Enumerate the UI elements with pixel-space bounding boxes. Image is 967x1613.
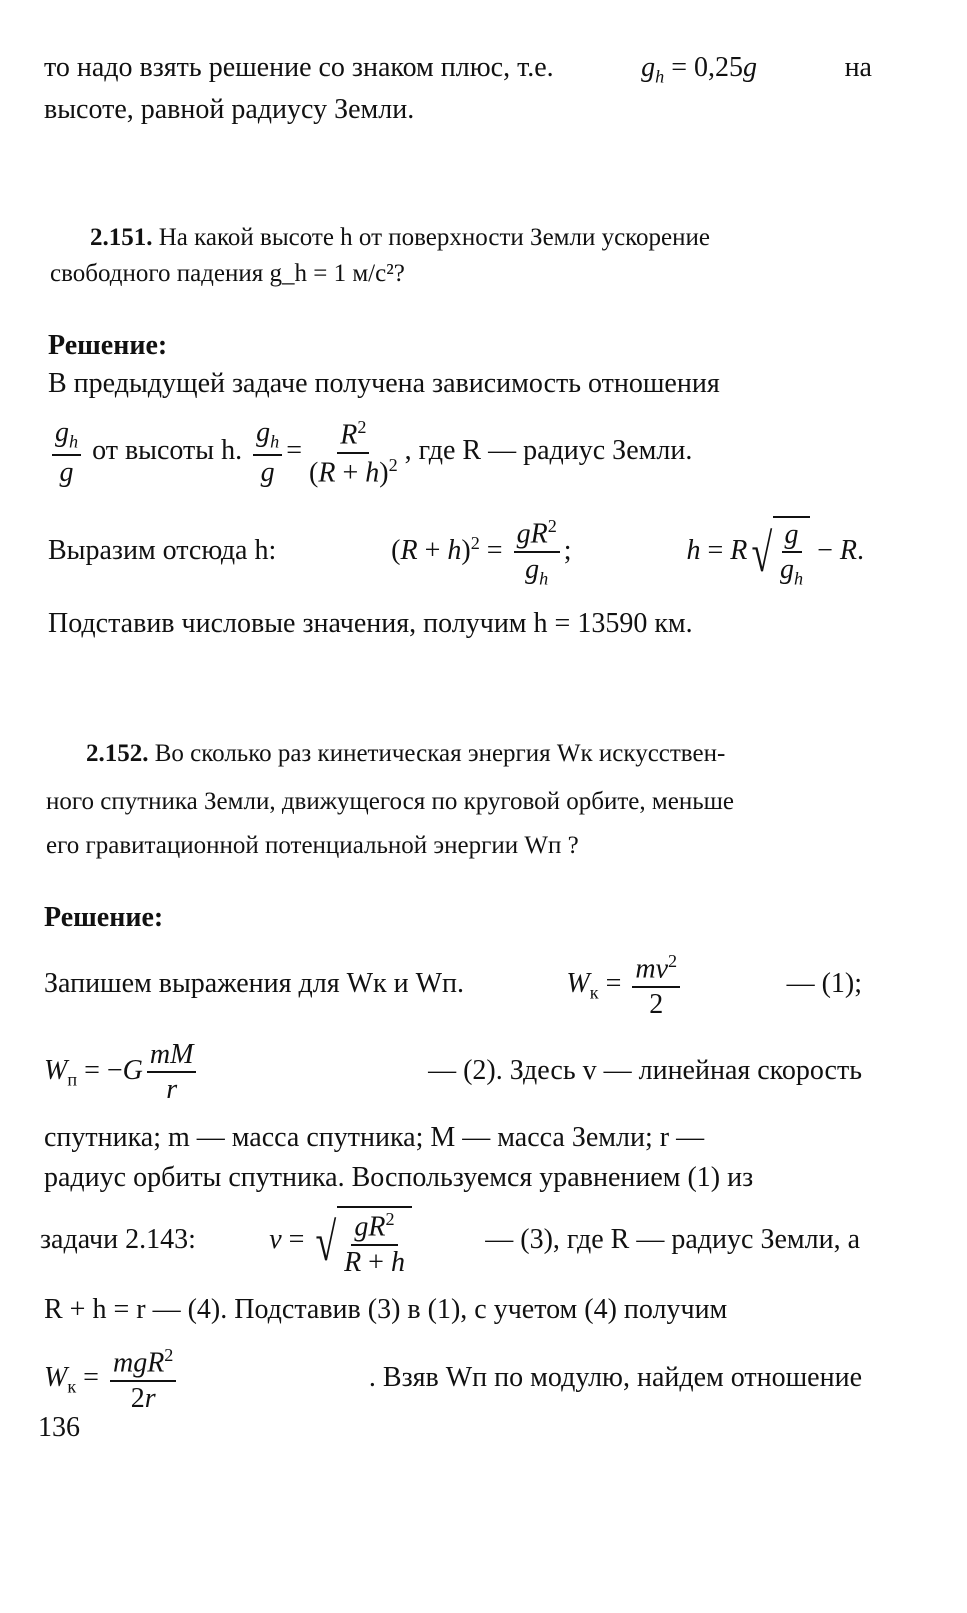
problem-152-statement-1 bbox=[86, 738, 868, 771]
problem-151-sol-line-3 bbox=[48, 516, 864, 589]
page-number: 136 bbox=[38, 1412, 80, 1443]
formula-wp: $W_п = -G$ $\frac{mM}{r}$ bbox=[44, 1040, 200, 1105]
problem-152-sol-line-6: R + h = r — (4). Подставив (3) в (1), с учетом (4) получим bbox=[44, 1294, 728, 1325]
formula-wk-mv2: $W_к$ = $\frac{mv^2}{2}$ bbox=[566, 952, 684, 1019]
problem-152-sol-line-3: спутника; m — масса спутника; M — масса Земли; r — bbox=[44, 1122, 705, 1153]
problem-152-sol-line-4: радиус орбиты спутника. Воспользуемся уравнением (1) из bbox=[44, 1162, 754, 1193]
top-line-1-formula: $g_h = 0,25g$ bbox=[641, 52, 758, 87]
problem-151-number: 2.151. bbox=[90, 224, 153, 251]
problem-151-line-2: свободного падения g_h = 1 м/с²? bbox=[50, 260, 405, 287]
problem-152-line-3: его гравитационной потенциальной энергии Wп ? bbox=[46, 832, 579, 859]
formula-h-solution: h = R √ $\frac{g}{g_h}$ − R. bbox=[686, 516, 864, 589]
problem-152-sol-line-5 bbox=[40, 1206, 860, 1277]
top-line-1-end: на bbox=[844, 52, 872, 83]
fraction-r2-over-rh2: $\frac{R^2}{(R + h)^2}$ bbox=[309, 417, 398, 489]
problem-152-sol-line-1-prefix: Запишем выражения для Wк и Wп. bbox=[44, 967, 464, 999]
problem-152-sol-line-5-prefix: задачи 2.143: bbox=[40, 1223, 196, 1255]
problem-152-sol-line-1 bbox=[44, 952, 862, 1019]
problem-152-sol-line-7 bbox=[44, 1346, 862, 1413]
formula-wk-mgr2: $W_к$ = $\frac{mgR^2}{2r}$ bbox=[44, 1346, 180, 1413]
problem-152-number: 2.152. bbox=[86, 740, 149, 767]
problem-152-solution-heading: Решение: bbox=[44, 902, 164, 933]
problem-151-sol-line-2-prefix: от высоты h. bbox=[92, 435, 243, 467]
formula-rh-squared: $(R + h)^2$ = $\frac{gR^2}{g_h}$ ; bbox=[391, 515, 572, 589]
problem-151-sol-line-2-suffix: , где R — радиус Земли. bbox=[404, 435, 693, 467]
problem-152-sol-line-7-suffix: . Взяв Wп по модулю, найдем отношение bbox=[368, 1361, 862, 1393]
problem-151-sol-line-3-prefix: Выразим отсюда h: bbox=[48, 534, 277, 566]
fraction-gh-g-formula: $\frac{g_h}{g}$ bbox=[253, 418, 282, 487]
top-line-1 bbox=[44, 50, 872, 89]
problem-152-sol-line-2 bbox=[44, 1040, 862, 1105]
problem-151-sol-line-1: В предыдущей задаче получена зависимость отношения bbox=[48, 368, 720, 399]
problem-151-sol-line-2: $\frac{g_h}{g}$ от высоты h. $\frac{g_h}{g}$ = $\frac{R^2}{(R + h)^2}$ , где R — радиус Земли. bbox=[48, 418, 876, 487]
problem-152-sol-line-1-suffix: — (1); bbox=[786, 967, 862, 999]
top-line-1-text: то надо взять решение со знаком плюс, т.е. bbox=[44, 52, 554, 83]
problem-152-sol-line-5-suffix: — (3), где R — радиус Земли, а bbox=[485, 1223, 860, 1255]
problem-151-solution-heading: Решение: bbox=[48, 330, 168, 361]
problem-152-line-2: ного спутника Земли, движущегося по круговой орбите, меньше bbox=[46, 788, 734, 815]
fraction-gh-over-g: $\frac{g_h}{g}$ bbox=[52, 418, 81, 487]
problem-151-line-1: На какой высоте h от поверхности Земли ускорение bbox=[158, 224, 711, 251]
problem-151-sol-line-4: Подставив числовые значения, получим h = 13590 км. bbox=[48, 608, 693, 639]
problem-151-statement-1 bbox=[90, 222, 872, 255]
problem-152-line-1: Во сколько раз кинетическая энергия Wк искусствен- bbox=[154, 740, 726, 767]
formula-v-sqrt: v = √ $\frac{gR^2}{R + h}$ bbox=[269, 1206, 412, 1277]
top-line-2: высоте, равной радиусу Земли. bbox=[44, 94, 415, 125]
problem-152-sol-line-2-suffix: — (2). Здесь v — линейная скорость bbox=[428, 1054, 862, 1086]
